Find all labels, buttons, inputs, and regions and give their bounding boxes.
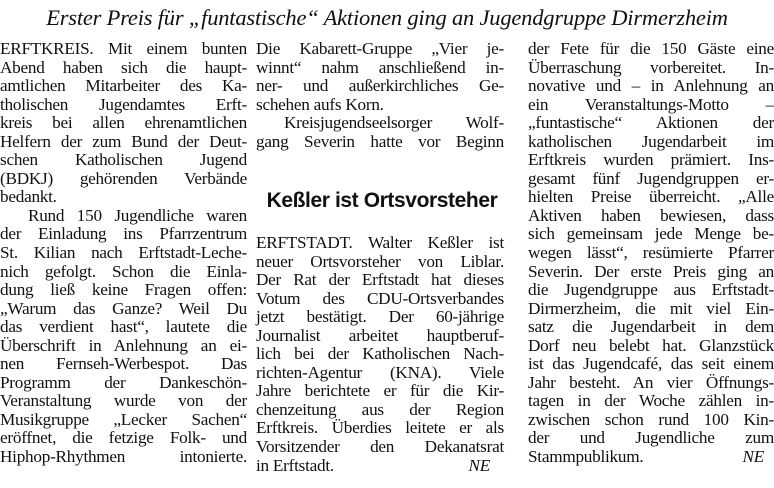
text-line: Überraschung vorbereitet. In- bbox=[528, 57, 774, 77]
text-line: amtlichen Mitarbeiter des Ka- bbox=[0, 76, 247, 96]
text-line: Vorsitzender den Dekanatsrat bbox=[256, 437, 504, 457]
text-line: Kreisjugendseelsorger Wolf- bbox=[284, 113, 504, 133]
text-line: Journalist arbeitet hauptberuf- bbox=[256, 325, 504, 345]
text-line: ERFTKREIS. Mit einem bunten bbox=[0, 39, 247, 58]
text-line: jetzt bestätigt. Der 60-jährige bbox=[256, 307, 504, 327]
text-line: lich bei der Katholischen Nach- bbox=[256, 344, 504, 364]
text-line: die Jugendgruppe aus Erftstadt- bbox=[528, 280, 774, 300]
text-line: „Warum das Ganze? Weil Du bbox=[0, 298, 247, 318]
text-line: dung ließ keine Fragen offen: bbox=[0, 280, 247, 300]
author-signature: NE bbox=[742, 447, 764, 467]
text-line: Jahre berichtete er für die Kir- bbox=[256, 381, 504, 401]
text-line: Abend haben sich die haupt- bbox=[0, 57, 247, 77]
text-line: Severin. Der erste Preis ging an bbox=[528, 261, 774, 281]
text-line-end: Stammpublikum. bbox=[528, 447, 644, 467]
text-line: tagen in der Woche zählen in- bbox=[528, 391, 774, 411]
text-line: ist das Jugendcafé, das seit einem bbox=[528, 354, 774, 374]
text-line: ein Veranstaltungs-Motto – bbox=[528, 94, 774, 114]
text-line: nich gefolgt. Schon die Einla- bbox=[0, 261, 247, 281]
text-line: St. Kilian nach Erftstadt-Leche- bbox=[0, 243, 247, 263]
text-line: satz die Jugendarbeit in dem bbox=[528, 317, 774, 337]
text-line: Rund 150 Jugendliche waren bbox=[28, 205, 247, 225]
text-line: bedankt. bbox=[0, 187, 57, 207]
text-line: gang Severin hatte vor Beginn bbox=[256, 131, 504, 151]
article-column-2-lower bbox=[256, 234, 504, 475]
text-line: sich gemeinsam jede Menge be- bbox=[528, 224, 774, 244]
text-line: Musikgruppe „Lecker Sachen“ bbox=[0, 409, 247, 429]
text-line: nen Fernseh-Werbespot. Das bbox=[0, 354, 247, 374]
text-line: tholischen Jugendamtes Erft- bbox=[0, 94, 247, 114]
text-line bbox=[528, 448, 774, 467]
article-column-2 bbox=[256, 40, 504, 151]
text-line: Votum des CDU-Ortsverbandes bbox=[256, 288, 504, 308]
text-line: chenzeitung aus der Region bbox=[256, 399, 504, 419]
text-line: Programm der Dankeschön- bbox=[0, 372, 247, 392]
text-line: zwischen schon rund 100 Kin- bbox=[528, 409, 774, 429]
text-line: gesamt fünf Jugendgruppen er- bbox=[528, 168, 774, 188]
text-line: katholischen Jugendarbeit im bbox=[528, 131, 774, 151]
text-line: der Fete für die 150 Gäste eine bbox=[528, 39, 774, 58]
text-line: Der Rat der Erftstadt hat dieses bbox=[256, 270, 504, 290]
text-line: schehen aufs Korn. bbox=[256, 94, 384, 114]
article-subheadline: Keßler ist Ortsvorsteher bbox=[266, 189, 498, 212]
text-line-end: in Erftstadt. bbox=[256, 455, 334, 475]
text-line: Erftkreis wurden prämiert. Ins- bbox=[528, 150, 774, 170]
text-line: kreis bei allen ehrenamtlichen bbox=[0, 113, 247, 133]
text-line: wegen lässt“, resümierte Pfarrer bbox=[528, 243, 774, 263]
text-line: hielten Preise überreicht. „Alle bbox=[528, 187, 774, 207]
text-line: Helfern der zum Bund der Deut- bbox=[0, 131, 247, 151]
text-line: Aktiven haben bewiesen, dass bbox=[528, 205, 774, 225]
text-line: Überschrift in Anlehnung an ei- bbox=[0, 335, 247, 355]
text-line: winnt“ nahm anschließend in- bbox=[256, 57, 504, 77]
text-line: der und Jugendliche zum bbox=[528, 428, 774, 448]
article-column-3 bbox=[528, 40, 774, 467]
text-line: (BDKJ) gehörenden Verbände bbox=[0, 168, 247, 188]
article-headline: Erster Preis für „funtastische“ Aktionen ging an Jugendgruppe Dirmerzheim bbox=[46, 5, 728, 30]
text-line: neuer Ortsvorsteher von Liblar. bbox=[256, 251, 504, 271]
text-line: Die Kabarett-Gruppe „Vier je- bbox=[256, 39, 504, 58]
text-line: eröffnet, die fetzige Folk- und bbox=[0, 428, 247, 448]
text-line: schen Katholischen Jugend bbox=[0, 150, 247, 170]
text-line: Erftkreis. Überdies leitete er als bbox=[256, 418, 504, 438]
text-line: novative und – in Anlehnung an bbox=[528, 76, 774, 96]
text-line bbox=[256, 457, 504, 476]
text-line: Dirmerzheim, die mit viel Ein- bbox=[528, 298, 774, 318]
text-line: „funtastische“ Aktionen der bbox=[528, 113, 774, 133]
text-line: ERFTSTADT. Walter Keßler ist bbox=[256, 233, 504, 252]
text-line: ner- und außerkirchliches Ge- bbox=[256, 76, 504, 96]
text-line: richten-Agentur (KNA). Viele bbox=[256, 362, 504, 382]
article-column-1 bbox=[0, 40, 247, 467]
text-line: Dorf neu belebt hat. Glanzstück bbox=[528, 335, 774, 355]
author-signature: NE bbox=[468, 455, 490, 475]
text-line: das verdient hast“, lautete die bbox=[0, 317, 247, 337]
text-line: Jahr besteht. An vier Öffnungs- bbox=[528, 372, 774, 392]
text-line: der Einladung ins Pfarrzentrum bbox=[0, 224, 247, 244]
text-line: Veranstaltung wurde von der bbox=[0, 391, 247, 411]
text-line: Hiphop-Rhythmen intonierte. bbox=[0, 447, 247, 467]
